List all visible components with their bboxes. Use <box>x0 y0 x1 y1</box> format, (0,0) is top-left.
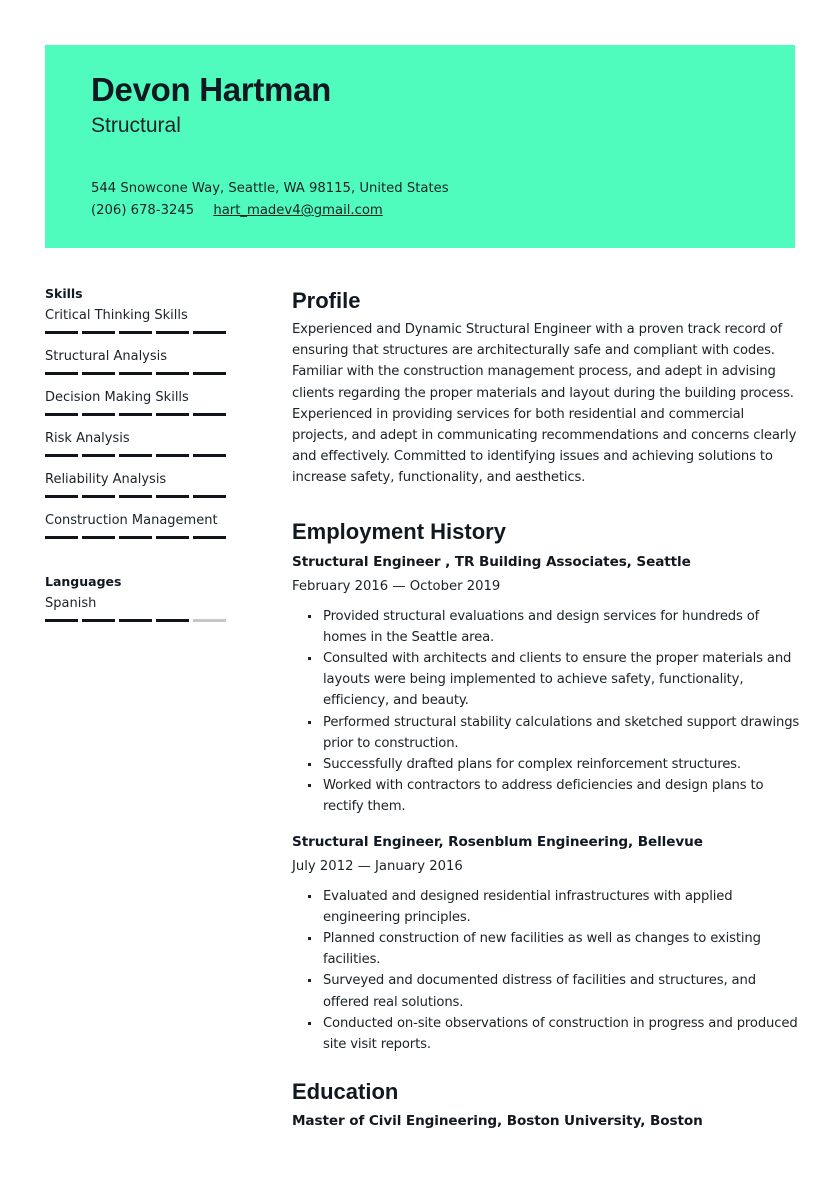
level-segment-filled <box>45 372 78 375</box>
level-segment-filled <box>156 619 189 622</box>
bullet-item: Performed structural stability calculations and sketched support drawings prior to construction. <box>323 712 802 754</box>
skill-item <box>45 511 230 552</box>
bullet-item: Successfully drafted plans for complex reinforcement structures. <box>323 754 802 775</box>
resume-header <box>45 45 795 248</box>
skill-name: Risk Analysis <box>45 431 130 446</box>
education-heading: Education <box>292 1079 399 1105</box>
skill-level-bar <box>45 372 227 375</box>
level-segment-filled <box>119 536 152 539</box>
level-segment-filled <box>156 331 189 334</box>
bullet-item: Conducted on-site observations of construction in progress and produced site visit reports. <box>323 1013 802 1055</box>
skill-level-bar <box>45 331 227 334</box>
contact-line <box>91 203 383 218</box>
skill-item <box>45 388 230 429</box>
level-segment-filled <box>82 495 115 498</box>
level-segment-empty <box>193 619 226 622</box>
bullet-item: Surveyed and documented distress of facilities and structures, and offered real solutions. <box>323 970 802 1012</box>
bullet-item: Consulted with architects and clients to ensure the proper materials and layouts were being implemented to achieve safety, functionality, efficiency, and beauty. <box>323 648 802 712</box>
level-segment-filled <box>193 495 226 498</box>
level-segment-filled <box>82 413 115 416</box>
skill-level-bar <box>45 454 227 457</box>
job-entry-dates: July 2012 — January 2016 <box>292 858 463 874</box>
bullet-item: Evaluated and designed residential infrastructures with applied engineering principles. <box>323 886 802 928</box>
level-segment-filled <box>193 372 226 375</box>
profile-heading: Profile <box>292 288 361 313</box>
languages-section <box>45 574 230 635</box>
language-level-bar <box>45 619 227 622</box>
bullet-item: Worked with contractors to address deficiencies and design plans to rectify them. <box>323 775 802 817</box>
level-segment-filled <box>119 495 152 498</box>
skill-item <box>45 470 230 511</box>
level-segment-filled <box>193 413 226 416</box>
level-segment-filled <box>45 536 78 539</box>
level-segment-filled <box>45 495 78 498</box>
skill-name: Critical Thinking Skills <box>45 308 188 323</box>
level-segment-filled <box>119 619 152 622</box>
level-segment-filled <box>193 331 226 334</box>
address: 544 Snowcone Way, Seattle, WA 98115, United States <box>91 181 449 196</box>
skill-name: Decision Making Skills <box>45 390 189 405</box>
level-segment-filled <box>193 536 226 539</box>
language-name: Spanish <box>45 596 97 611</box>
job-entry-dates: February 2016 — October 2019 <box>292 578 501 594</box>
candidate-name: Devon Hartman <box>91 71 331 108</box>
skills-heading: Skills <box>45 286 83 301</box>
level-segment-filled <box>156 536 189 539</box>
languages-heading: Languages <box>45 574 122 589</box>
level-segment-filled <box>82 331 115 334</box>
email-link[interactable]: hart_madev4@gmail.com <box>213 203 383 218</box>
phone: (206) 678-3245 <box>91 203 195 218</box>
level-segment-filled <box>45 454 78 457</box>
level-segment-filled <box>156 413 189 416</box>
skill-item <box>45 429 230 470</box>
level-segment-filled <box>45 619 78 622</box>
bullet-item: Provided structural evaluations and design services for hundreds of homes in the Seattle area. <box>323 606 802 648</box>
bullet-item: Planned construction of new facilities as well as changes to existing facilities. <box>323 928 802 970</box>
level-segment-filled <box>119 372 152 375</box>
level-segment-filled <box>193 454 226 457</box>
skill-level-bar <box>45 495 227 498</box>
level-segment-filled <box>119 454 152 457</box>
skill-name: Construction Management <box>45 513 218 528</box>
skill-item <box>45 306 230 347</box>
level-segment-filled <box>82 372 115 375</box>
job-entry <box>292 550 802 818</box>
main-content <box>292 286 802 1135</box>
job-entry-title: Structural Engineer , TR Building Associates, Seattle <box>292 553 691 570</box>
employment-section <box>292 517 802 1056</box>
job-entry-title: Structural Engineer, Rosenblum Engineering, Bellevue <box>292 833 703 850</box>
level-segment-filled <box>119 413 152 416</box>
skills-list <box>45 306 230 552</box>
level-segment-filled <box>156 372 189 375</box>
level-segment-filled <box>45 331 78 334</box>
job-title: Structural <box>91 114 181 137</box>
job-bullets <box>292 886 802 1056</box>
education-entry-title: Master of Civil Engineering, Boston University, Boston <box>292 1113 703 1130</box>
skill-level-bar <box>45 536 227 539</box>
level-segment-filled <box>82 619 115 622</box>
profile-section <box>292 286 802 489</box>
level-segment-filled <box>119 331 152 334</box>
skill-name: Structural Analysis <box>45 349 168 364</box>
education-section <box>292 1077 802 1135</box>
level-segment-filled <box>156 454 189 457</box>
job-entry <box>292 830 802 1056</box>
skill-item <box>45 347 230 388</box>
job-bullets <box>292 606 802 818</box>
sidebar <box>45 286 230 635</box>
employment-heading: Employment History <box>292 518 506 544</box>
skill-name: Reliability Analysis <box>45 472 167 487</box>
skill-level-bar <box>45 413 227 416</box>
level-segment-filled <box>45 413 78 416</box>
level-segment-filled <box>82 536 115 539</box>
level-segment-filled <box>156 495 189 498</box>
language-item <box>45 594 230 635</box>
profile-text: Experienced and Dynamic Structural Engineer with a proven track record of ensuring that structures are architecturally safe and compliant with codes. Familiar with the construction management process, and adept in advising clients regarding the proper materials and layout during the building process. Experienced in providing services for both residential and commercial projects, and adept in communicating recommendations and concerns clearly and effectively. Committed to identifying issues and achieving solutions to increase safety, functionality, and aesthetics. <box>292 322 797 486</box>
level-segment-filled <box>82 454 115 457</box>
